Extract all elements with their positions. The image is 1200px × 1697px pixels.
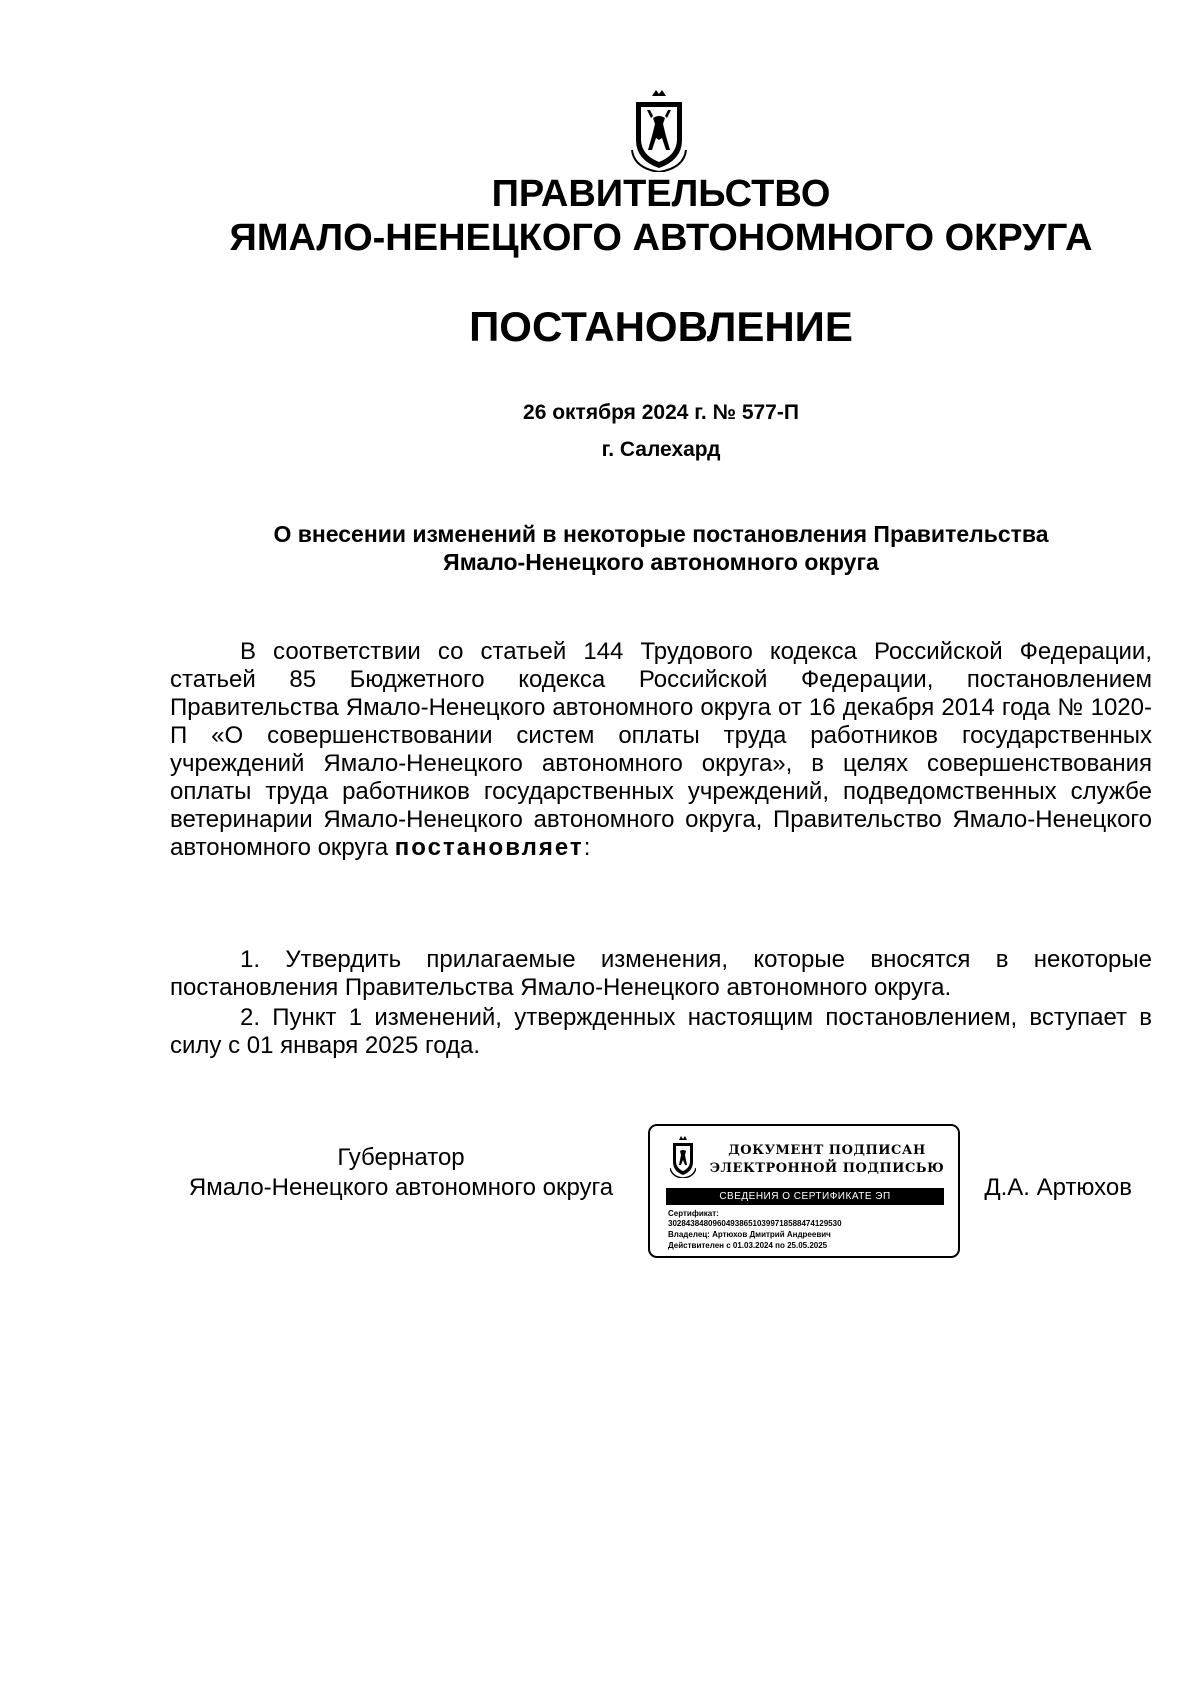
signer-name: Д.А. Артюхов <box>984 1174 1132 1201</box>
stamp-certificate-bar: СВЕДЕНИЯ О СЕРТИФИКАТЕ ЭП <box>666 1188 944 1205</box>
coat-of-arms-icon <box>630 88 688 172</box>
signer-position <box>170 1143 632 1203</box>
government-name-line1: ПРАВИТЕЛЬСТВО <box>491 173 831 215</box>
stamp-heading-line2: ЭЛЕКТРОННОЙ ПОДПИСЬЮ <box>709 1161 945 1176</box>
document-type-title: ПОСТАНОВЛЕНИЕ <box>469 303 853 350</box>
preamble-text: В соответствии со статьей 144 Трудового кодекса Российской Федерации, статьей 85 Бюджетного кодекса Российской Федерации, постановлением Правительства Ямало-Ненецкого автономного округа от 16 декабря 2014 года № 1020-П «О совершенствовании систем оплаты труда работников государственных учреждений Ямало-Ненецкого автономного округа», в целях совершенствования оплаты труда работников государственных учреждений, подведомственных службе ветеринарии Ямало-Ненецкого автономного округа, Правительство Ямало-Ненецкого автономного округа <box>170 638 1152 861</box>
subject-line1: О внесении изменений в некоторые постановления Правительства <box>273 521 1049 547</box>
stamp-certificate-label: Сертификат: <box>668 1209 719 1218</box>
government-name-line2: ЯМАЛО-НЕНЕЦКОГО АВТОНОМНОГО ОКРУГА <box>229 217 1093 259</box>
electronic-signature-stamp <box>648 1124 960 1258</box>
signer-position-line1: Губернатор <box>337 1144 465 1171</box>
signer-position-line2: Ямало-Ненецкого автономного округа <box>188 1174 614 1201</box>
stamp-coat-of-arms-icon <box>670 1136 696 1178</box>
document-subject <box>170 520 1152 576</box>
stamp-certificate-number: 302843848096049386510399718588474129530 <box>668 1219 842 1228</box>
stamp-validity: Действителен с 01.03.2024 по 25.05.2025 <box>668 1241 828 1250</box>
resolves-colon: : <box>583 834 591 861</box>
stamp-heading-line1: ДОКУМЕНТ ПОДПИСАН <box>728 1143 926 1158</box>
subject-line2: Ямало-Ненецкого автономного округа <box>443 549 879 575</box>
resolves-word: постановляет <box>394 834 584 861</box>
item-2-paragraph: 2. Пункт 1 изменений, утвержденных настоящим постановлением, вступает в силу с 01 января 2025 года. <box>170 1004 1152 1059</box>
preamble-paragraph <box>170 638 1152 862</box>
date-and-number: 26 октября 2024 г. № 577-П <box>523 401 799 424</box>
stamp-owner: Владелец: Артюхов Дмитрий Андреевич <box>668 1230 831 1239</box>
city: г. Салехард <box>601 438 721 461</box>
item-1-paragraph: 1. Утвердить прилагаемые изменения, которые вносятся в некоторые постановления Правительства Ямало-Ненецкого автономного округа. <box>170 946 1152 1001</box>
